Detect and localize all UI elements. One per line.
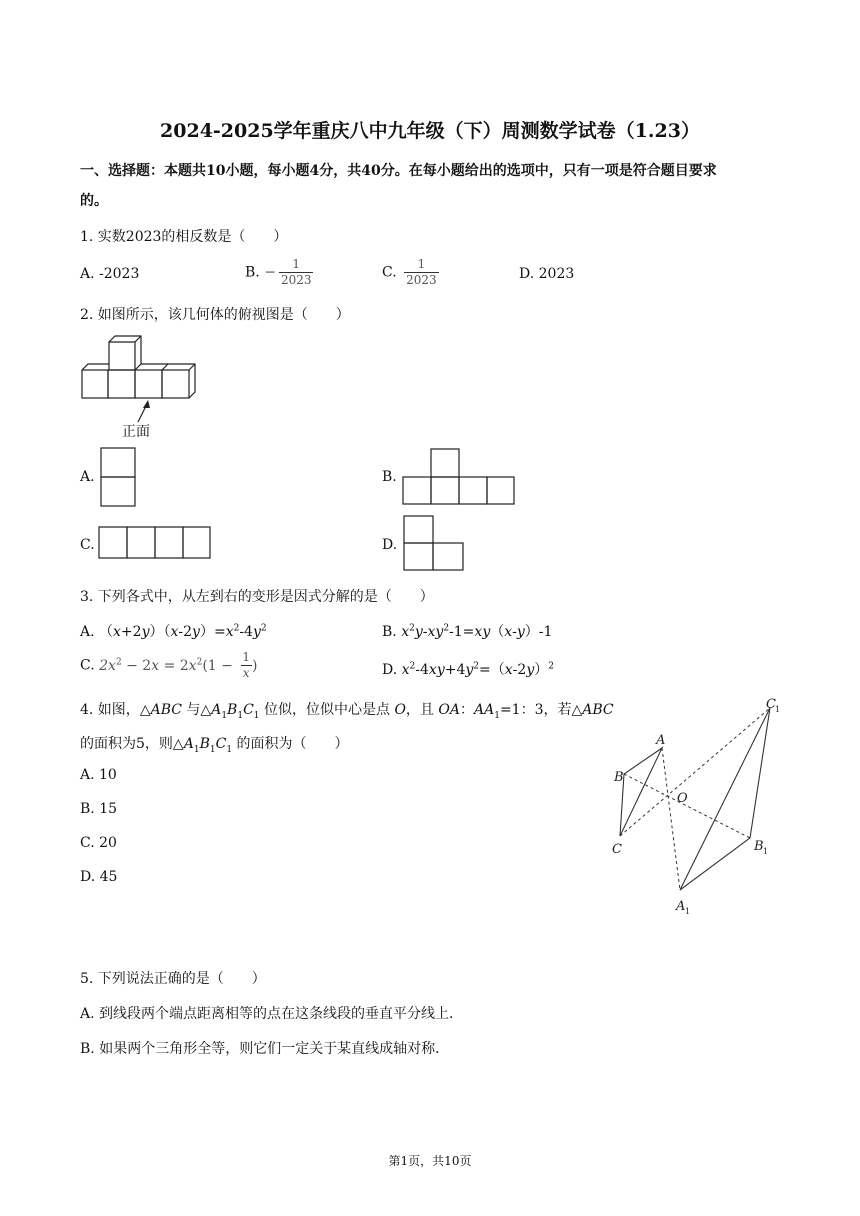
q2-option-c-figure xyxy=(98,526,212,560)
q1-option-d: D. 2023 xyxy=(519,266,575,282)
svg-text:1: 1 xyxy=(775,705,781,714)
q4-stem-line2: 的面积为5，则$\triangle A_1B_1C_1$ 的面积为（ ） xyxy=(80,736,349,755)
label-O: O xyxy=(677,791,688,806)
q2-option-b-label: B. xyxy=(382,469,397,485)
svg-text:1: 1 xyxy=(763,847,769,856)
label-A1: A xyxy=(676,899,686,914)
page-footer: 第1页，共10页 xyxy=(388,1154,472,1168)
page-title: 2024-2025学年重庆八中九年级（下）周测数学试卷（1.23） xyxy=(160,120,700,142)
q3-option-d: D. $x^2-4xy+4y^2=(x-2y)^2$ xyxy=(382,661,554,678)
q4-option-d: D. 45 xyxy=(80,869,118,885)
q2-option-a-label: A. xyxy=(80,469,95,485)
front-label: 正面 xyxy=(122,424,150,440)
q3-option-b: B. $x^2y-xy^2-1=xy(x-y)-1$ xyxy=(382,623,553,640)
label-B1: B xyxy=(754,839,764,854)
section-heading-line1: 一、选择题：本题共10小题，每小题4分，共40分。在每小题给出的选项中，只有一项是符合题目要求 xyxy=(80,163,717,179)
label-C1: C xyxy=(766,697,776,712)
q1-option-b: B. − $\frac{1}{2023}$ xyxy=(245,257,312,287)
q2-option-a-figure xyxy=(100,447,136,507)
q1-stem: 1. 实数2023的相反数是（ ） xyxy=(80,229,288,245)
q2-stem: 2. 如图所示，该几何体的俯视图是（ ） xyxy=(80,307,350,323)
svg-text:1: 1 xyxy=(685,907,691,916)
q2-option-b-figure xyxy=(402,448,516,506)
q3-stem: 3. 下列各式中，从左到右的变形是因式分解的是（ ） xyxy=(80,589,434,605)
section-heading-line2: 的。 xyxy=(80,193,108,209)
q4-option-b: B. 15 xyxy=(80,801,118,817)
q4-option-a: A. 10 xyxy=(80,767,117,783)
q3-option-a: A. $(x+2y)(x-2y)=x^2-4y^2$ xyxy=(80,623,267,640)
label-C: C xyxy=(612,842,622,857)
q5-option-b: B. 如果两个三角形全等，则它们一定关于某直线成轴对称． xyxy=(80,1041,450,1057)
q1-option-c: C. $\frac{1}{2023}$ xyxy=(382,257,437,287)
q4-stem-line1: 4. 如图，△ABC 与$\triangle A_1B_1C_1$ 位似，位似中心是点 O，且 OA：$AA_1=1$：3，若△ABC xyxy=(80,702,614,721)
q1-option-a: A. -2023 xyxy=(80,266,140,282)
q2-option-c-label: C. xyxy=(80,537,95,553)
q5-option-a: A. 到线段两个端点距离相等的点在这条线段的垂直平分线上． xyxy=(80,1006,464,1022)
label-B: B xyxy=(614,770,624,785)
q2-option-d-figure xyxy=(403,515,465,571)
q5-stem: 5. 下列说法正确的是（ ） xyxy=(80,971,266,987)
label-A: A xyxy=(656,733,666,748)
q3-option-c: C. $2x^2 - 2x = 2x^2(1$ − $\frac{1}{x}$ ) xyxy=(80,650,258,680)
q4-homothety-figure xyxy=(600,690,800,925)
q2-option-d-label: D. xyxy=(382,537,398,553)
q4-option-c: C. 20 xyxy=(80,835,117,851)
